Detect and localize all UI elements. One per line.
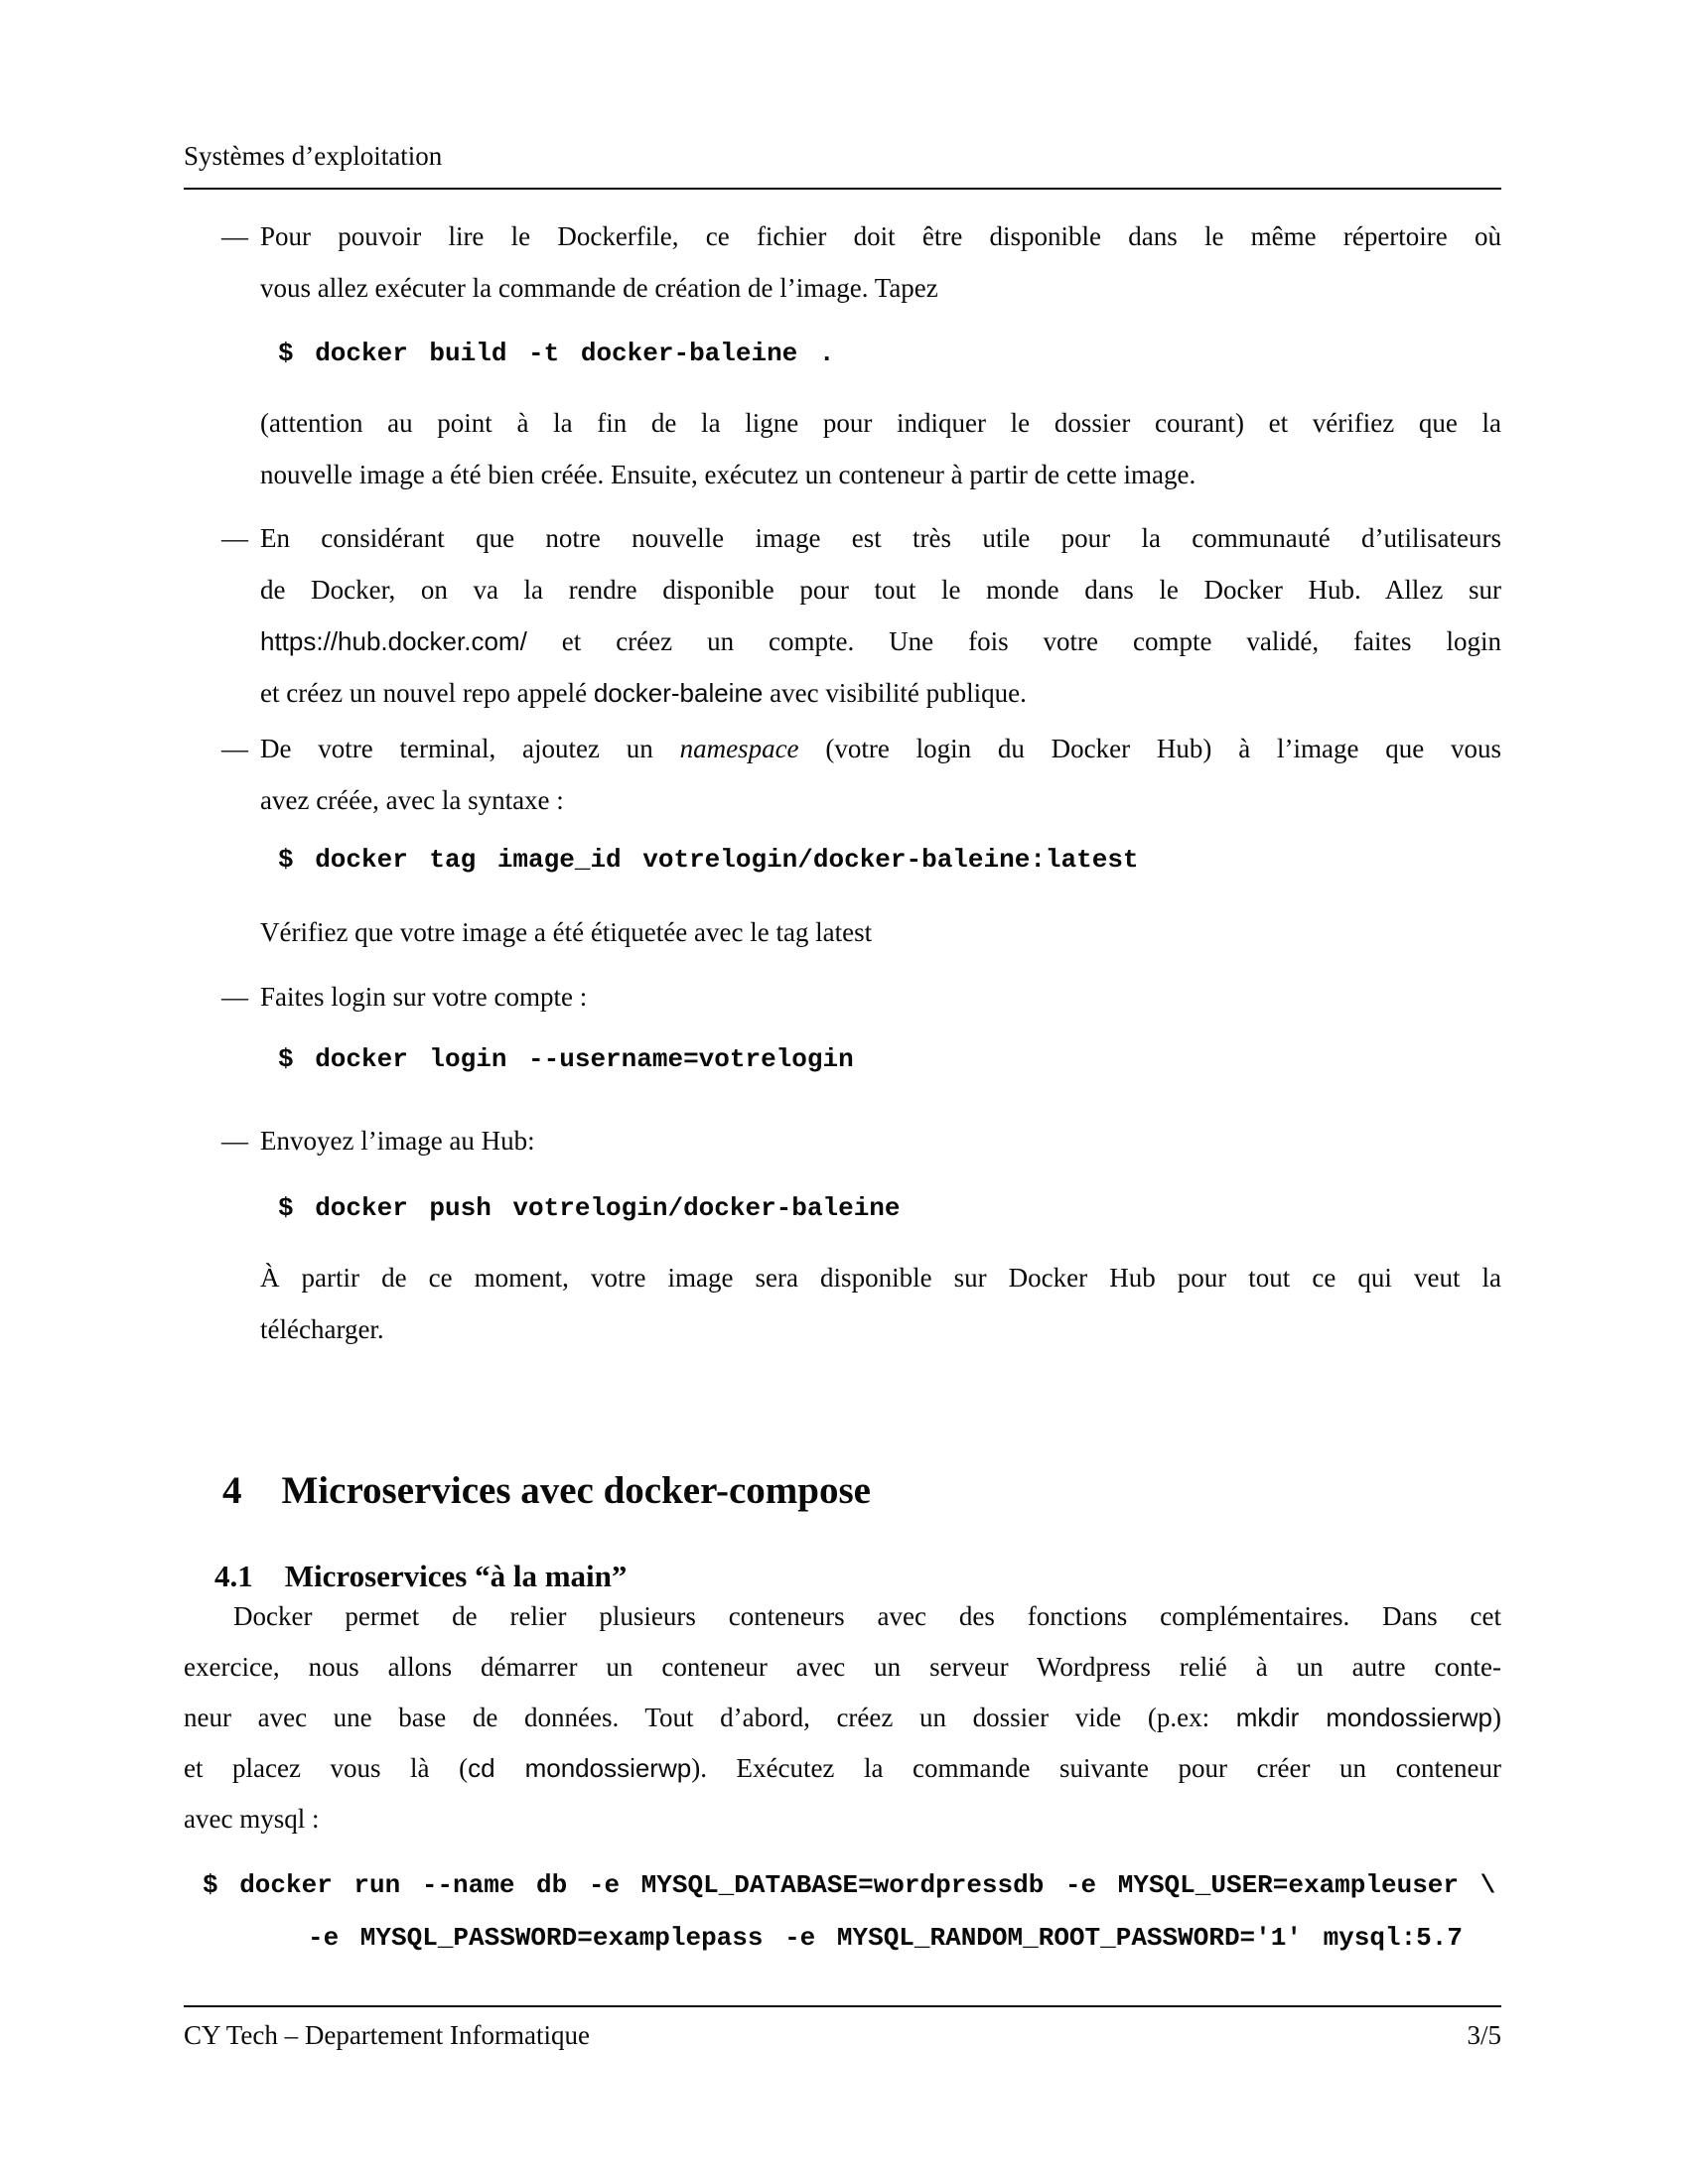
bullet-dash: — bbox=[221, 523, 248, 553]
code-line: $ docker push votrelogin/docker-baleine bbox=[278, 1193, 901, 1223]
bullet-5-continuation bbox=[184, 1252, 1501, 1355]
code-line: -e MYSQL_PASSWORD=examplepass -e MYSQL_RANDOM_ROOT_PASSWORD='1' mysql:5.7 bbox=[308, 1923, 1463, 1953]
bullet-item-1 bbox=[184, 210, 1501, 314]
bullet-4-line-1: Faites login sur votre compte : bbox=[260, 982, 588, 1012]
section-number: 4 bbox=[222, 1469, 242, 1512]
text-segment: De votre terminal, ajoutez un bbox=[260, 734, 680, 763]
header-rule bbox=[184, 188, 1501, 190]
section-title: Microservices avec docker-compose bbox=[281, 1469, 871, 1512]
text-segment: Pour pouvoir lire le Dockerfile, ce fichier doit être disponible dans le même répertoire où bbox=[260, 221, 1501, 251]
text-segment: nouvelle image a été bien créée. Ensuite, exécutez un conteneur à partir de cette image. bbox=[260, 460, 1196, 489]
code-block-3 bbox=[278, 1033, 854, 1086]
page-footer bbox=[184, 2017, 1501, 2053]
text-segment: En considérant que notre nouvelle image est très utile pour la communauté d’utilisateurs bbox=[260, 523, 1501, 553]
page-header-title: Systèmes d’exploitation bbox=[184, 141, 443, 171]
code-block-5 bbox=[184, 1859, 1501, 1965]
paragraph-line bbox=[184, 1794, 1501, 1844]
footer-left-text: CY Tech – Departement Informatique bbox=[184, 2020, 590, 2050]
bullet-1-line-1 bbox=[260, 210, 1501, 262]
code-line: $ docker run --name db -e MYSQL_DATABASE=wordpressdb -e MYSQL_USER=exampleuser \ bbox=[203, 1870, 1496, 1900]
bullet-5-line-1: Envoyez l’image au Hub: bbox=[260, 1126, 535, 1156]
bullet-2-line-2 bbox=[260, 564, 1501, 615]
text-segment: et créez un nouvel repo appelé bbox=[260, 678, 594, 708]
bullet-item-3 bbox=[184, 723, 1501, 826]
body-paragraph bbox=[184, 1591, 1501, 1844]
bullet-3-line-2 bbox=[260, 774, 1501, 826]
paragraph-line bbox=[184, 1693, 1501, 1743]
text-segment: ) bbox=[1492, 1703, 1502, 1732]
bullet-1-line-2 bbox=[260, 262, 1501, 314]
text-segment: exercice, nous allons démarrer un conteneur avec un serveur Wordpress relié à un autre conte- bbox=[184, 1652, 1501, 1682]
paragraph-line bbox=[184, 1591, 1501, 1642]
text-segment: À partir de ce moment, votre image sera disponible sur Docker Hub pour tout ce qui veut la bbox=[260, 1263, 1501, 1293]
code-block-2 bbox=[278, 834, 1139, 887]
bullet-item-2 bbox=[184, 512, 1501, 719]
code-block-4 bbox=[278, 1182, 901, 1235]
code-line: $ docker tag image_id votrelogin/docker-baleine:latest bbox=[278, 845, 1139, 875]
bullet-3-line-1 bbox=[260, 723, 1501, 774]
footer-rule bbox=[184, 2005, 1501, 2007]
inline-code: mkdir mondossierwp bbox=[1235, 1703, 1493, 1732]
paragraph-line bbox=[184, 1642, 1501, 1693]
inline-code: docker-baleine bbox=[593, 678, 764, 708]
inline-code: https://hub.docker.com/ bbox=[260, 626, 527, 656]
subsection-title: Microservices “à la main” bbox=[284, 1559, 628, 1593]
paragraph-line bbox=[260, 1303, 1501, 1355]
bullet-2-line-3 bbox=[260, 615, 1501, 667]
bullet-dash: — bbox=[221, 1126, 248, 1156]
text-segment: et placez vous là ( bbox=[184, 1753, 469, 1783]
page-number: 3/5 bbox=[1467, 2020, 1501, 2050]
text-segment: (votre login du Docker Hub) à l’image que vous bbox=[798, 734, 1501, 763]
paragraph-line bbox=[260, 1252, 1501, 1303]
text-segment: (attention au point à la fin de la ligne pour indiquer le dossier courant) et vérifiez que la bbox=[260, 408, 1501, 438]
paragraph-line bbox=[184, 1743, 1501, 1794]
code-block-1 bbox=[278, 328, 835, 380]
text-segment: Docker permet de relier plusieurs conteneurs avec des fonctions complémentaires. Dans cet bbox=[233, 1601, 1501, 1631]
bullet-item-4 bbox=[184, 971, 1501, 1023]
paragraph-line bbox=[260, 397, 1501, 449]
text-segment: vous allez exécuter la commande de création de l’image. Tapez bbox=[260, 273, 938, 303]
text-segment: avec visibilité publique. bbox=[763, 678, 1027, 708]
code-line: $ docker build -t docker-baleine . bbox=[278, 339, 835, 368]
bullet-2-line-1 bbox=[260, 512, 1501, 564]
italic-text: namespace bbox=[679, 734, 799, 763]
text-segment: et créez un compte. Une fois votre compte validé, faites login bbox=[526, 626, 1501, 656]
bullet-2-line-4 bbox=[260, 667, 1501, 719]
text-segment: de Docker, on va la rendre disponible pour tout le monde dans le Docker Hub. Allez sur bbox=[260, 575, 1501, 605]
bullet-dash: — bbox=[221, 982, 248, 1012]
subsection-number: 4.1 bbox=[214, 1559, 253, 1593]
bullet-1-continuation bbox=[184, 397, 1501, 500]
code-line: $ docker login --username=votrelogin bbox=[278, 1044, 854, 1074]
bullet-dash: — bbox=[221, 221, 248, 251]
text-segment: avec mysql : bbox=[184, 1804, 320, 1834]
text-segment: ). Exécutez la commande suivante pour créer un conteneur bbox=[691, 1753, 1502, 1783]
text-segment: avez créée, avec la syntaxe : bbox=[260, 785, 564, 815]
text-segment: télécharger. bbox=[260, 1314, 384, 1344]
text-segment: neur avec une base de données. Tout d’abord, créez un dossier vide (p.ex: bbox=[184, 1703, 1236, 1732]
paragraph-line: Vérifiez que votre image a été étiquetée avec le tag latest bbox=[260, 917, 873, 947]
paragraph-line bbox=[260, 449, 1501, 500]
bullet-3-continuation bbox=[184, 906, 1501, 958]
bullet-dash: — bbox=[221, 734, 248, 763]
bullet-item-5 bbox=[184, 1115, 1501, 1166]
inline-code: cd mondossierwp bbox=[468, 1753, 692, 1783]
